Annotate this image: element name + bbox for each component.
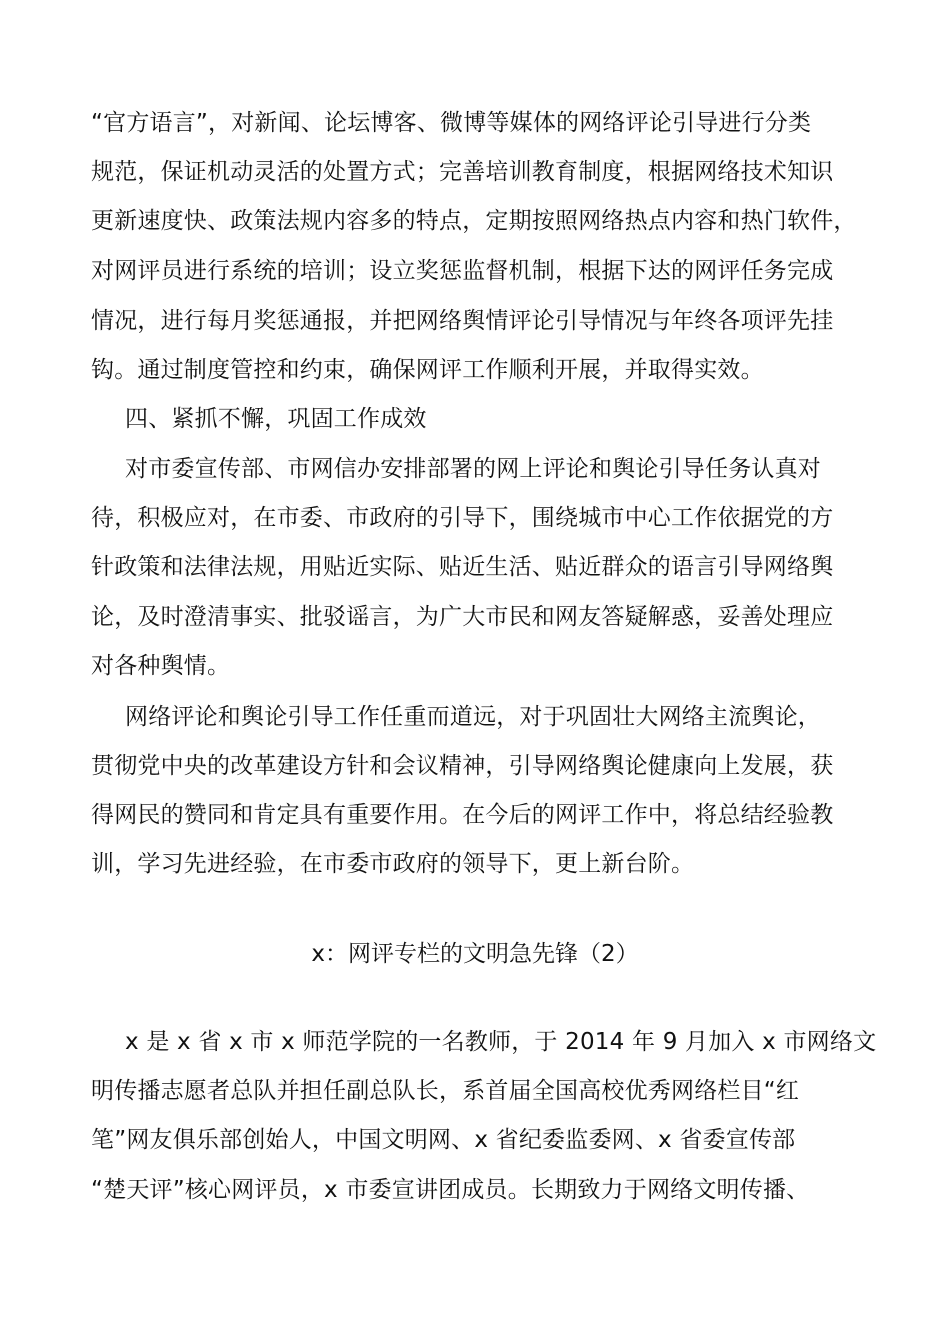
paragraph-3-line-4: 训，学习先进经验，在市委市政府的领导下，更上新台阶。 [91, 851, 695, 877]
paragraph-2-line-5: 对各种舆情。 [91, 653, 231, 679]
paragraph-2-line-4: 论，及时澄清事实、批驳谣言，为广大市民和网友答疑解惑，妥善处理应 [91, 604, 834, 630]
paragraph-2-line-2: 待，积极应对，在市委、市政府的引导下，围绕城市中心工作依据党的方 [91, 505, 834, 531]
paragraph-4-line-1: x 是 x 省 x 市 x 师范学院的一名教师，于 2014 年 9 月加入 x 市网络文 [125, 1029, 877, 1055]
section-heading: 四、紧抓不懈，巩固工作成效 [125, 406, 427, 432]
paragraph-3-line-1: 网络评论和舆论引导工作任重而道远，对于巩固壮大网络主流舆论， [125, 704, 821, 730]
paragraph-4-line-4: “楚天评”核心网评员，x 市委宣讲团成员。长期致力于网络文明传播、 [91, 1177, 810, 1203]
paragraph-4-line-2: 明传播志愿者总队并担任副总队长，系首届全国高校优秀网络栏目“红 [91, 1078, 800, 1104]
paragraph-1-line-1: “官方语言”，对新闻、论坛博客、微博等媒体的网络评论引导进行分类 [91, 110, 812, 136]
paragraph-1-line-6: 钩。通过制度管控和约束，确保网评工作顺利开展，并取得实效。 [91, 357, 764, 383]
paragraph-3-line-3: 得网民的赞同和肯定具有重要作用。在今后的网评工作中，将总结经验教 [91, 802, 834, 828]
paragraph-1-line-3: 更新速度快、政策法规内容多的特点，定期按照网络热点内容和热门软件， [91, 208, 857, 234]
paragraph-1-line-2: 规范，保证机动灵活的处置方式；完善培训教育制度，根据网络技术知识 [91, 159, 834, 185]
article-title: x：网评专栏的文明急先锋（2） [311, 941, 639, 967]
paragraph-2-line-1: 对市委宣传部、市网信办安排部署的网上评论和舆论引导任务认真对 [125, 456, 821, 482]
paragraph-1-line-4: 对网评员进行系统的培训；设立奖惩监督机制，根据下达的网评任务完成 [91, 258, 834, 284]
paragraph-1-line-5: 情况，进行每月奖惩通报，并把网络舆情评论引导情况与年终各项评先挂 [91, 308, 834, 334]
paragraph-2-line-3: 针政策和法律法规，用贴近实际、贴近生活、贴近群众的语言引导网络舆 [91, 554, 834, 580]
paragraph-4-line-3: 笔”网友俱乐部创始人，中国文明网、x 省纪委监委网、x 省委宣传部 [91, 1127, 796, 1153]
paragraph-3-line-2: 贯彻党中央的改革建设方针和会议精神，引导网络舆论健康向上发展，获 [91, 753, 834, 779]
